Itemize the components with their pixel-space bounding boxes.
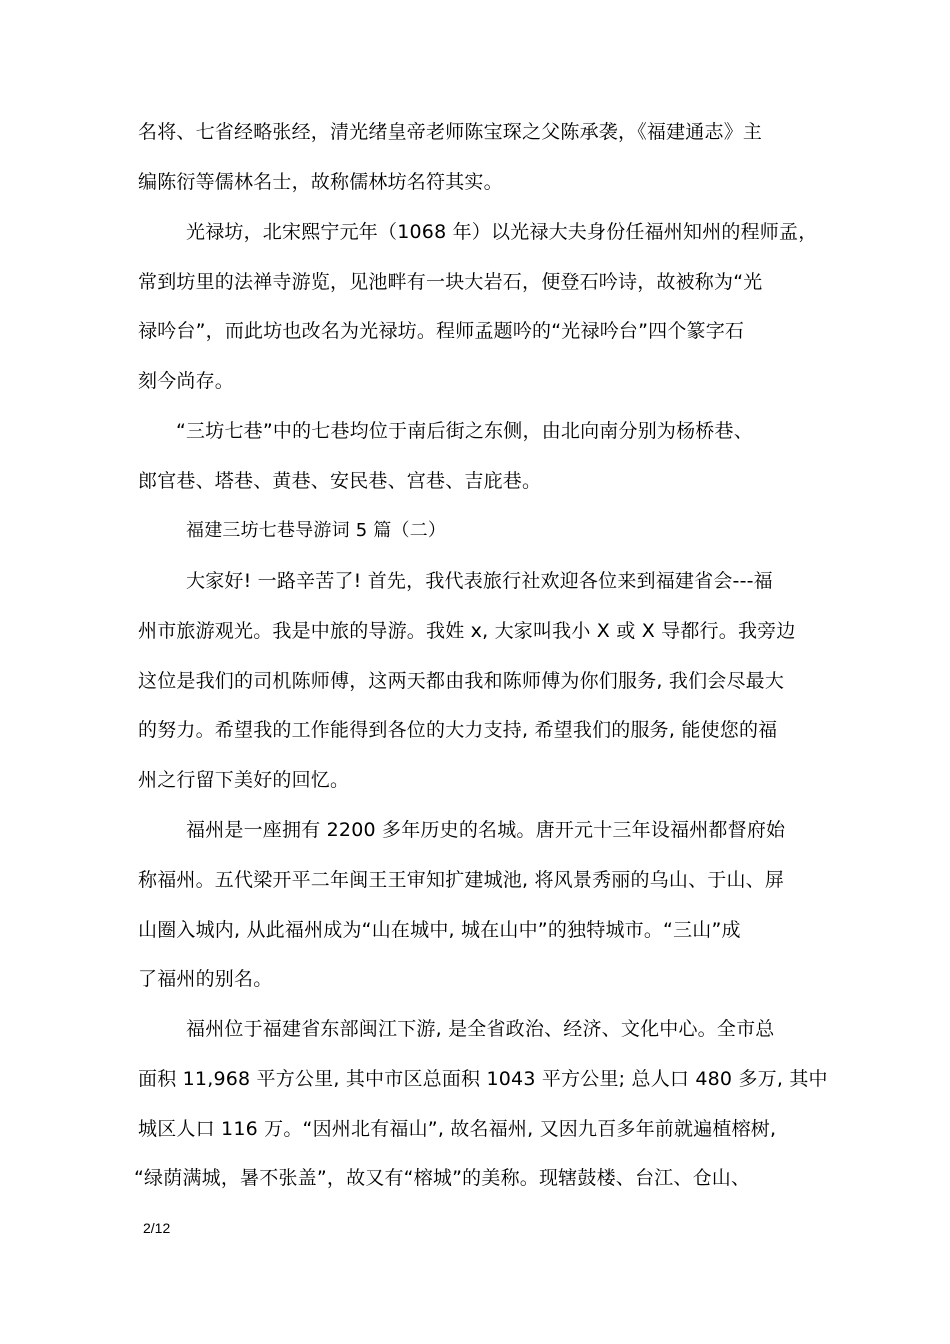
paragraph-line: 大家好! 一路辛苦了! 首先，我代表旅行社欢迎各位来到福建省会---福	[186, 570, 773, 592]
paragraph-line: 光禄坊，北宋熙宁元年（1068 年）以光禄大夫身份任福州知州的程师孟，	[186, 221, 818, 243]
paragraph-line: 山圈入城内, 从此福州成为“山在城中, 城在山中”的独特城市。“三山”成	[138, 919, 741, 941]
page-number: 2/12	[143, 1220, 171, 1236]
paragraph-line: 州之行留下美好的回忆。	[138, 769, 350, 791]
paragraph-line: “三坊七巷”中的七巷均位于南后街之东侧，由北向南分别为杨桥巷、	[176, 420, 753, 442]
paragraph-line: 了福州的别名。	[138, 968, 273, 990]
paragraph-line: 编陈衍等儒林名士，故称儒林坊名符其实。	[138, 171, 503, 193]
paragraph-line: 福州是一座拥有 2200 多年历史的名城。唐开元十三年设福州都督府始	[186, 819, 786, 841]
paragraph-line: 州市旅游观光。我是中旅的导游。我姓 x, 大家叫我小 X 或 X 导都行。我旁边	[138, 620, 796, 642]
paragraph-line: 面积 11,968 平方公里, 其中市区总面积 1043 平方公里; 总人口 480 多万, 其中	[138, 1068, 828, 1090]
paragraph-line: 名将、七省经略张经，清光绪皇帝老师陈宝琛之父陈承袭，《福建通志》主	[138, 121, 763, 143]
paragraph-line: 的努力。希望我的工作能得到各位的大力支持, 希望我们的服务, 能使您的福	[138, 719, 778, 741]
paragraph-line: 称福州。五代梁开平二年闽王王审知扩建城池, 将风景秀丽的乌山、于山、屏	[138, 869, 785, 891]
paragraph-line: 郎官巷、塔巷、黄巷、安民巷、宫巷、吉庇巷。	[138, 470, 542, 492]
paragraph-line: 禄吟台”，而此坊也改名为光禄坊。程师孟题吟的“光禄吟台”四个篆字石	[138, 320, 745, 342]
paragraph-line: “绿荫满城，暑不张盖”，故又有“榕城”的美称。现辖鼓楼、台江、仓山、	[134, 1167, 751, 1189]
paragraph-line: 常到坊里的法禅寺游览，见池畔有一块大岩石，便登石吟诗，故被称为“光	[138, 271, 763, 293]
paragraph-line: 城区人口 116 万。“因州北有福山”, 故名福州, 又因九百多年前就遍植榕树,	[138, 1118, 777, 1140]
paragraph-line: 刻今尚存。	[138, 370, 235, 392]
section-heading: 福建三坊七巷导游词 5 篇（二）	[186, 520, 447, 541]
paragraph-line: 这位是我们的司机陈师傅，这两天都由我和陈师傅为你们服务, 我们会尽最大	[138, 670, 785, 692]
paragraph-line: 福州位于福建省东部闽江下游, 是全省政治、经济、文化中心。全市总	[186, 1018, 775, 1040]
